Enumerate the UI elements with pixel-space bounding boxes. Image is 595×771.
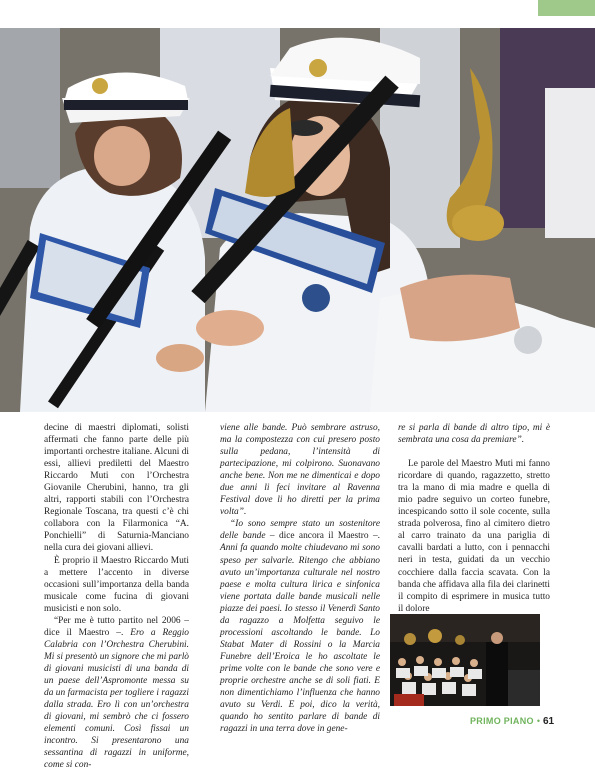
column-2-paragraph-1: viene alle bande. Può sembrare astruso, ma la compostezza con cui presero posto sulla pedana, l’intensità di partecipazione, mi colpirono. Suonavano anche bene. Non me ne dimenticai e dopo due anni li feci invitare al Ravenna Festival dove li ho diretti per la prima volta”. [220, 423, 380, 518]
column-1-paragraph-2: È proprio il Maestro Riccardo Muti a mettere l’accento in diverse occasioni sull’importanza della banda musicale come fucina di giovani musicisti e non solo. [44, 555, 189, 614]
page-footer [470, 716, 570, 730]
article-column-1 [44, 422, 189, 771]
quote-attribution: – dice ancora il Maestro –. [265, 531, 380, 542]
column-1-paragraph-3 [44, 615, 189, 771]
muti-quote-1: Ero a Reggio Calabria con l’Orchestra Cherubini. Mi si presentò un signore che mi parlò di giovani musicisti di una banda di un paese dell’Aspromonte messa su da un farmacista per togliere i ragazzi dalla strada. Ero lì con un’orchestra di giovani, mi sembrò che ci fossero elementi comuni. Così fissai un incontro. Si presentarono una sessantina di ragazzi in uniforme, come si con- [44, 627, 189, 771]
muti-quote-2b: Anni fa quando molte chiudevano mi sono speso per salvarle. Ritengo che abbiano avuto un’importanza culturale nel nostro paese e molta cultura lirica e sinfonica viene portata dalle bande musicali nelle piazze dei paesi. Io stesso il Venerdì Santo da ragazzo a Molfetta seguivo le processioni ascoltando le bande. Lo Stabat Mater di Rossini o la Marcia Funebre dell’Eroica le ho ascoltate le prime volte con le bande che sono vere e proprie orchestre anche se di soli fiati. E non dimentichiamo l’influenza che hanno avuto su Verdi. E poi, dico la verità, quando ho sentito parlare di bande di ragazzi in una terra dove in gene- [220, 543, 380, 735]
column-2-paragraph-2 [220, 518, 380, 735]
footer-bullet: • [536, 716, 540, 726]
quote-intro: “Per me è tutto partito nel 2006 – dice il Maestro –. [44, 615, 189, 638]
band-photo [0, 28, 595, 412]
page-corner-tab [538, 0, 595, 16]
column-3-paragraph-1: re si parla di bande di altro tipo, mi è sembrata una cosa da premiare”. [398, 423, 550, 446]
column-1-paragraph-1: decine di maestri diplomati, solisti affermati che fanno parte delle più importanti orchestre italiane. Alcuni di essi, allievi prediletti del Maestro Riccardo Muti con l’Orchestra Giovanile Cherubini, hanno, tra gli altri, rapporti stabili con l’Orchestra Regionale Toscana, tra questi c’è chi collabora con la Filarmonica “A. Ponchielli” di Saturnia-Manciano nella cura dei giovani allievi. [44, 423, 190, 554]
page-number: 61 [542, 716, 555, 727]
muti-quote-2a: “Io sono sempre stato un sostenitore delle bande [220, 519, 380, 542]
orchestra-photo [390, 614, 540, 706]
section-name: PRIMO PIANO [470, 716, 534, 726]
article-column-2 [220, 422, 380, 735]
article-column-3 [398, 422, 550, 615]
column-3-paragraph-2: Le parole del Maestro Muti mi fanno ricordare di quando, ragazzetto, stretto tra la mano di mia madre e quella di mio padre seguivo un corteo funebre, incespicando sotto il sole cocente, sulla strada polverosa, fino al cimitero dietro al carro trainato da una pariglia di cavalli bardati a lutto, con i pennacchi neri in testa, guidati da un vecchio cocchiere dalla faccia scavata. Con la banda che affidava alla fila dei clarinetti il compito di esprimere in musica tutto il dolore [398, 459, 550, 614]
